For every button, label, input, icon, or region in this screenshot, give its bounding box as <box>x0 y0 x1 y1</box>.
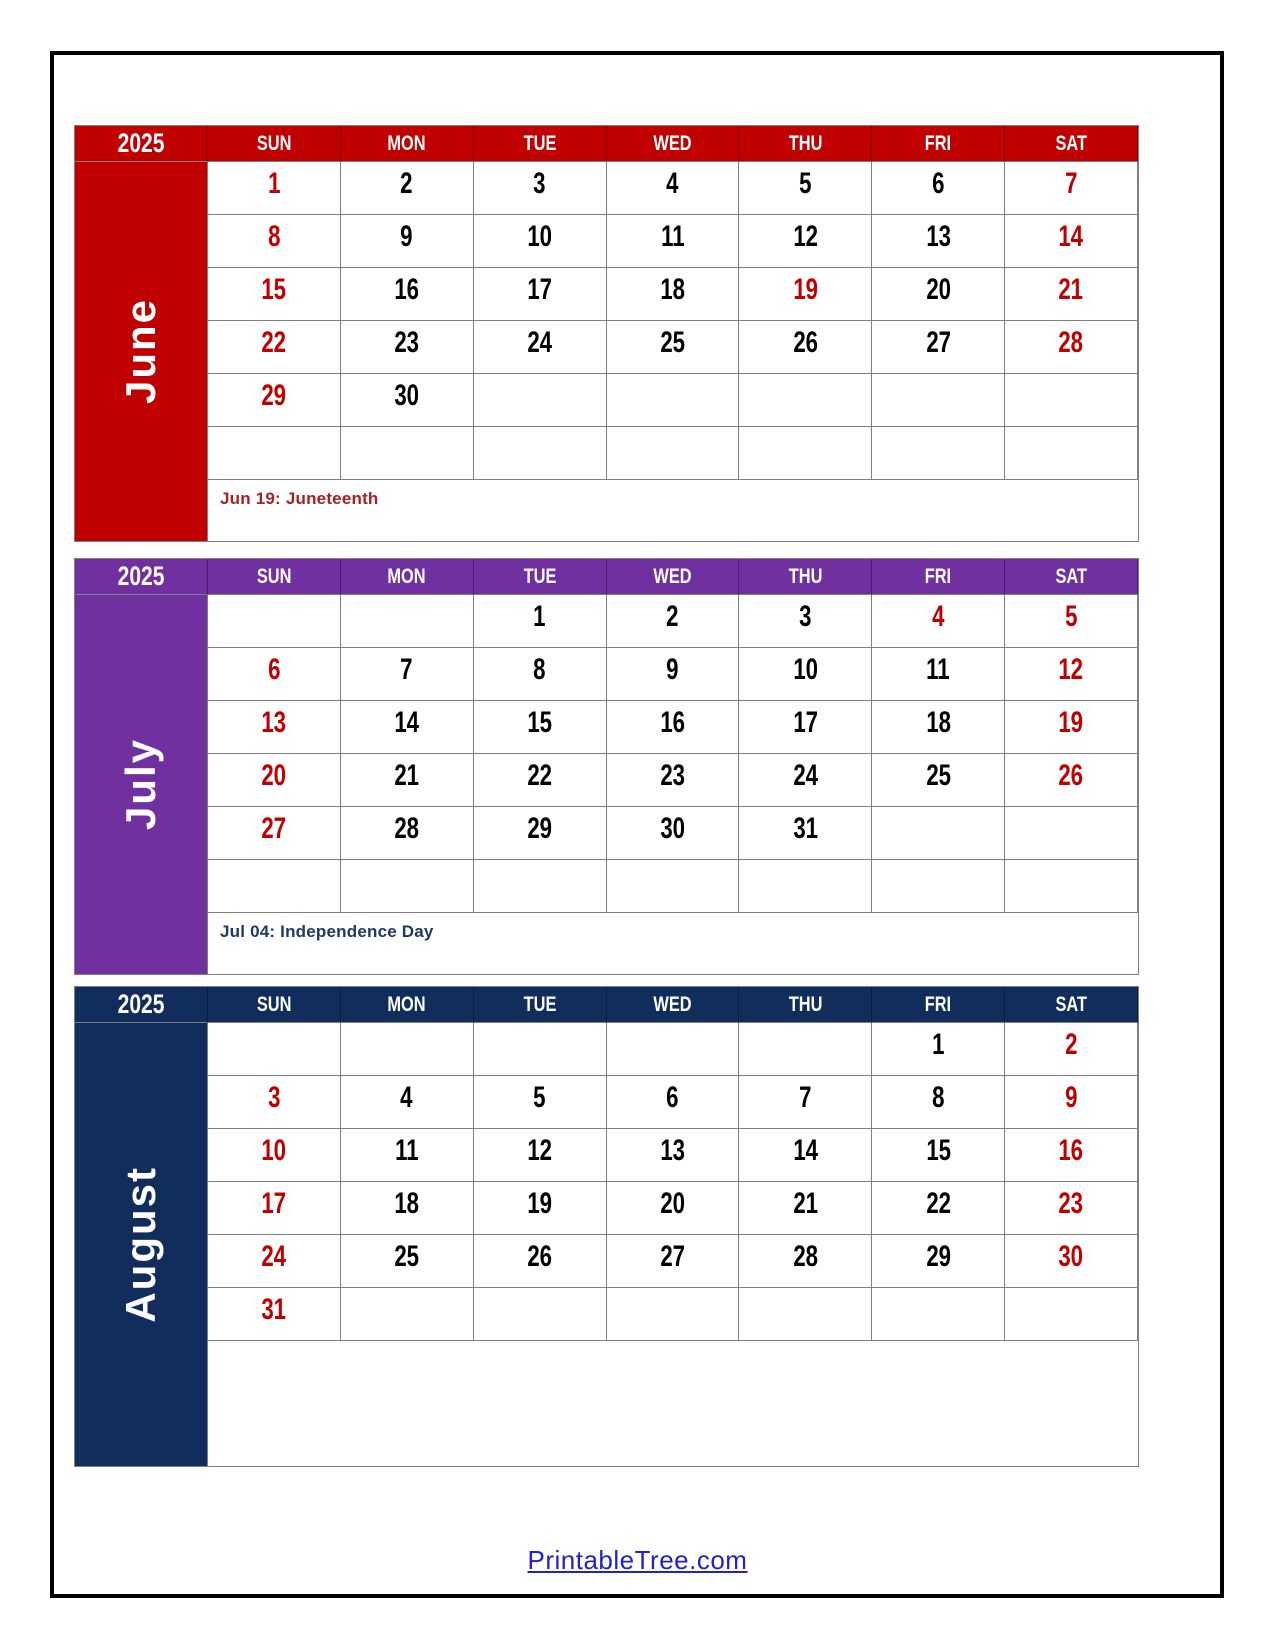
date-cell <box>1005 268 1138 321</box>
weekday-header <box>208 559 341 595</box>
date-number: 18 <box>660 273 685 306</box>
date-cell <box>474 268 607 321</box>
weekday-label: SAT <box>1055 564 1087 588</box>
date-cell <box>607 1129 740 1182</box>
date-cell <box>341 321 474 374</box>
date-cell <box>341 1182 474 1235</box>
date-cell <box>474 1129 607 1182</box>
date-number: 4 <box>400 1081 413 1114</box>
date-number: 2 <box>666 600 679 633</box>
date-number: 10 <box>792 653 818 686</box>
date-cell <box>607 268 740 321</box>
date-cell-empty <box>474 860 607 913</box>
date-number: 23 <box>1058 1187 1084 1220</box>
date-number: 27 <box>660 1240 685 1273</box>
date-number: 18 <box>925 706 951 739</box>
date-cell <box>872 1023 1005 1076</box>
date-number: 15 <box>925 1134 951 1167</box>
date-number: 10 <box>261 1134 287 1167</box>
date-number: 26 <box>527 1240 552 1273</box>
weekday-header <box>739 559 872 595</box>
date-cell-empty <box>872 427 1005 480</box>
year-label <box>75 987 208 1023</box>
weekday-label: SUN <box>256 564 292 588</box>
date-cell-empty <box>208 595 341 648</box>
date-number: 22 <box>925 1187 951 1220</box>
date-number: 8 <box>932 1081 945 1114</box>
date-number: 7 <box>1064 167 1078 200</box>
weekday-header <box>607 126 740 162</box>
date-cell <box>739 1182 872 1235</box>
date-number: 16 <box>660 706 685 739</box>
date-cell-empty <box>474 1023 607 1076</box>
date-number: 2 <box>1064 1028 1078 1061</box>
weekday-label: SUN <box>256 992 292 1016</box>
date-number: 28 <box>394 812 420 845</box>
weekday-label: WED <box>653 992 692 1016</box>
date-number: 13 <box>925 220 951 253</box>
date-number: 4 <box>932 600 945 633</box>
date-cell-empty <box>341 595 474 648</box>
date-cell <box>474 162 607 215</box>
date-cell <box>872 754 1005 807</box>
footer-link[interactable]: PrintableTree.com <box>527 1545 748 1575</box>
weekday-label: MON <box>387 564 426 588</box>
date-number: 24 <box>527 326 552 359</box>
weekday-label: SAT <box>1055 131 1087 155</box>
date-cell <box>607 1235 740 1288</box>
date-cell <box>208 1235 341 1288</box>
date-number: 1 <box>533 600 546 633</box>
date-number: 6 <box>932 167 945 200</box>
date-cell-empty <box>872 374 1005 427</box>
date-number: 26 <box>1058 759 1084 792</box>
date-cell <box>341 1235 474 1288</box>
date-number: 17 <box>261 1187 287 1220</box>
date-cell <box>341 374 474 427</box>
date-number: 29 <box>925 1240 951 1273</box>
date-cell <box>208 1076 341 1129</box>
date-cell <box>739 321 872 374</box>
date-number: 3 <box>799 600 812 633</box>
date-cell <box>474 701 607 754</box>
year-text: 2025 <box>117 128 165 158</box>
date-number: 3 <box>267 1081 281 1114</box>
date-cell-empty <box>1005 1288 1138 1341</box>
date-cell-empty <box>739 860 872 913</box>
date-cell <box>872 648 1005 701</box>
date-number: 28 <box>1058 326 1084 359</box>
date-cell <box>341 1076 474 1129</box>
date-cell <box>474 807 607 860</box>
date-number: 21 <box>394 759 420 792</box>
date-cell <box>1005 648 1138 701</box>
date-number: 19 <box>1058 706 1084 739</box>
date-cell <box>739 648 872 701</box>
date-cell <box>208 321 341 374</box>
weekday-label: WED <box>653 564 692 588</box>
date-number: 7 <box>799 1081 812 1114</box>
date-number: 20 <box>660 1187 685 1220</box>
date-cell <box>872 1129 1005 1182</box>
date-cell-empty <box>607 427 740 480</box>
date-cell <box>872 268 1005 321</box>
date-cell <box>208 754 341 807</box>
weekday-header <box>739 126 872 162</box>
date-cell <box>208 1129 341 1182</box>
weekday-header <box>341 126 474 162</box>
date-number: 31 <box>261 1293 287 1326</box>
weekday-label: THU <box>788 564 823 588</box>
weekday-header <box>872 987 1005 1023</box>
date-cell <box>607 595 740 648</box>
weekday-header <box>341 987 474 1023</box>
date-number: 9 <box>1064 1081 1078 1114</box>
weekday-header <box>474 559 607 595</box>
date-number: 25 <box>394 1240 420 1273</box>
date-cell <box>341 162 474 215</box>
weekday-label: WED <box>653 131 692 155</box>
date-number: 5 <box>799 167 812 200</box>
date-cell <box>607 754 740 807</box>
date-number: 22 <box>527 759 552 792</box>
date-number: 19 <box>792 273 818 306</box>
date-cell <box>474 1076 607 1129</box>
year-label <box>75 559 208 595</box>
weekday-label: FRI <box>925 992 952 1016</box>
date-number: 11 <box>926 653 950 686</box>
date-cell <box>341 268 474 321</box>
date-cell-empty <box>208 860 341 913</box>
date-number: 9 <box>400 220 413 253</box>
date-cell-empty <box>1005 374 1138 427</box>
date-number: 22 <box>261 326 287 359</box>
date-number: 12 <box>527 1134 552 1167</box>
date-cell <box>872 215 1005 268</box>
date-cell <box>739 162 872 215</box>
date-cell <box>607 701 740 754</box>
weekday-header <box>872 559 1005 595</box>
calendar-august <box>74 986 1139 1467</box>
weekday-header <box>1005 559 1138 595</box>
date-cell <box>1005 1023 1138 1076</box>
date-number: 15 <box>261 273 287 306</box>
weekday-label: MON <box>387 131 426 155</box>
date-number: 11 <box>395 1134 419 1167</box>
month-band <box>75 595 208 974</box>
calendar-june <box>74 125 1139 542</box>
weekday-label: TUE <box>523 131 557 155</box>
weekday-header <box>474 126 607 162</box>
date-number: 20 <box>925 273 951 306</box>
date-cell-empty <box>739 1023 872 1076</box>
calendar-july <box>74 558 1139 975</box>
date-cell <box>341 701 474 754</box>
date-cell-empty <box>739 1288 872 1341</box>
date-cell-empty <box>1005 807 1138 860</box>
date-cell-empty <box>739 427 872 480</box>
date-number: 24 <box>261 1240 287 1273</box>
date-number: 29 <box>261 379 287 412</box>
date-number: 14 <box>792 1134 818 1167</box>
footer <box>0 1545 1275 1576</box>
date-number: 28 <box>792 1240 818 1273</box>
date-number: 16 <box>394 273 420 306</box>
date-number: 21 <box>792 1187 818 1220</box>
date-number: 31 <box>792 812 818 845</box>
date-number: 21 <box>1058 273 1084 306</box>
date-cell-empty <box>341 427 474 480</box>
date-cell-empty <box>607 1288 740 1341</box>
date-cell-empty <box>474 1288 607 1341</box>
date-cell <box>474 321 607 374</box>
date-number: 15 <box>527 706 552 739</box>
date-number: 20 <box>261 759 287 792</box>
date-cell <box>607 162 740 215</box>
year-label <box>75 126 208 162</box>
date-number: 6 <box>267 653 281 686</box>
date-number: 27 <box>925 326 951 359</box>
date-cell <box>607 648 740 701</box>
date-cell <box>872 701 1005 754</box>
date-number: 30 <box>660 812 685 845</box>
date-cell-empty <box>208 1023 341 1076</box>
date-cell <box>208 268 341 321</box>
date-cell <box>208 1288 341 1341</box>
date-cell <box>607 215 740 268</box>
date-cell-empty <box>1005 860 1138 913</box>
date-cell <box>1005 1235 1138 1288</box>
weekday-header <box>607 559 740 595</box>
month-name: July <box>117 738 164 831</box>
date-cell <box>1005 595 1138 648</box>
weekday-label: SUN <box>256 131 292 155</box>
date-cell <box>341 754 474 807</box>
holiday-note: Jul 04: Independence Day <box>220 922 434 941</box>
date-number: 18 <box>394 1187 420 1220</box>
date-number: 8 <box>267 220 281 253</box>
date-cell <box>1005 1182 1138 1235</box>
date-cell-empty <box>872 860 1005 913</box>
weekday-header <box>607 987 740 1023</box>
date-number: 17 <box>527 273 552 306</box>
year-text: 2025 <box>117 989 165 1019</box>
weekday-label: THU <box>788 992 823 1016</box>
date-number: 17 <box>792 706 818 739</box>
date-number: 19 <box>527 1187 552 1220</box>
month-band <box>75 1023 208 1466</box>
date-cell-empty <box>208 427 341 480</box>
date-cell <box>474 754 607 807</box>
date-cell <box>607 321 740 374</box>
date-cell <box>341 648 474 701</box>
date-number: 7 <box>400 653 413 686</box>
date-number: 14 <box>1058 220 1084 253</box>
weekday-label: FRI <box>925 131 952 155</box>
date-cell <box>739 268 872 321</box>
date-cell-empty <box>872 807 1005 860</box>
date-number: 5 <box>1064 600 1078 633</box>
date-cell <box>739 1129 872 1182</box>
weekday-label: THU <box>788 131 823 155</box>
date-cell <box>607 807 740 860</box>
date-cell <box>739 1235 872 1288</box>
date-number: 13 <box>261 706 287 739</box>
month-name: August <box>117 1166 164 1323</box>
date-number: 27 <box>261 812 287 845</box>
date-cell-empty <box>607 374 740 427</box>
date-number: 23 <box>394 326 420 359</box>
date-number: 1 <box>267 167 281 200</box>
weekday-label: MON <box>387 992 426 1016</box>
date-cell-empty <box>341 1288 474 1341</box>
date-cell <box>208 701 341 754</box>
weekday-header <box>739 987 872 1023</box>
weekday-label: SAT <box>1055 992 1087 1016</box>
date-number: 4 <box>666 167 679 200</box>
date-number: 10 <box>527 220 552 253</box>
date-cell <box>341 807 474 860</box>
date-cell <box>474 1235 607 1288</box>
date-cell <box>872 595 1005 648</box>
date-cell <box>739 807 872 860</box>
date-number: 14 <box>394 706 420 739</box>
date-cell <box>208 1182 341 1235</box>
date-number: 11 <box>660 220 685 253</box>
date-number: 26 <box>792 326 818 359</box>
date-number: 25 <box>660 326 685 359</box>
date-cell <box>872 162 1005 215</box>
weekday-header <box>208 126 341 162</box>
date-cell-empty <box>607 860 740 913</box>
date-cell <box>1005 162 1138 215</box>
date-number: 29 <box>527 812 552 845</box>
weekday-label: FRI <box>925 564 952 588</box>
date-cell <box>1005 701 1138 754</box>
date-number: 6 <box>666 1081 679 1114</box>
date-cell <box>1005 215 1138 268</box>
date-cell <box>739 1076 872 1129</box>
date-cell <box>607 1076 740 1129</box>
date-cell-empty <box>872 1288 1005 1341</box>
date-cell <box>1005 754 1138 807</box>
date-number: 30 <box>1058 1240 1084 1273</box>
date-number: 12 <box>792 220 818 253</box>
weekday-label: TUE <box>523 564 557 588</box>
date-cell <box>739 215 872 268</box>
year-text: 2025 <box>117 561 165 591</box>
month-band <box>75 162 208 541</box>
date-cell-empty <box>607 1023 740 1076</box>
weekday-header <box>1005 987 1138 1023</box>
date-number: 1 <box>932 1028 945 1061</box>
date-number: 3 <box>533 167 546 200</box>
date-cell <box>208 162 341 215</box>
date-cell <box>872 1182 1005 1235</box>
date-cell-empty <box>1005 427 1138 480</box>
weekday-header <box>208 987 341 1023</box>
date-number: 24 <box>792 759 818 792</box>
date-cell <box>474 648 607 701</box>
date-cell <box>474 1182 607 1235</box>
date-cell <box>208 648 341 701</box>
date-cell <box>739 701 872 754</box>
weekday-header <box>341 559 474 595</box>
date-cell <box>341 215 474 268</box>
weekday-header <box>474 987 607 1023</box>
date-cell <box>872 321 1005 374</box>
date-cell <box>1005 1076 1138 1129</box>
date-cell <box>341 1129 474 1182</box>
date-cell <box>1005 321 1138 374</box>
date-cell <box>474 595 607 648</box>
date-cell-empty <box>474 427 607 480</box>
date-cell-empty <box>474 374 607 427</box>
date-number: 2 <box>400 167 413 200</box>
date-cell-empty <box>739 374 872 427</box>
date-cell-empty <box>341 1023 474 1076</box>
date-cell <box>872 1235 1005 1288</box>
weekday-label: TUE <box>523 992 557 1016</box>
date-cell <box>208 374 341 427</box>
holiday-note: Jun 19: Juneteenth <box>220 489 379 508</box>
date-number: 25 <box>925 759 951 792</box>
date-cell <box>872 1076 1005 1129</box>
date-cell <box>607 1182 740 1235</box>
date-number: 13 <box>660 1134 685 1167</box>
weekday-header <box>1005 126 1138 162</box>
date-number: 5 <box>533 1081 546 1114</box>
date-number: 8 <box>533 653 546 686</box>
date-number: 30 <box>394 379 420 412</box>
date-cell <box>208 215 341 268</box>
date-number: 23 <box>660 759 685 792</box>
date-number: 12 <box>1058 653 1084 686</box>
date-number: 16 <box>1058 1134 1084 1167</box>
date-cell <box>208 807 341 860</box>
date-cell-empty <box>341 860 474 913</box>
date-number: 9 <box>666 653 679 686</box>
date-cell <box>1005 1129 1138 1182</box>
holiday-note <box>208 1341 1138 1466</box>
weekday-header <box>872 126 1005 162</box>
date-cell <box>474 215 607 268</box>
month-name: June <box>117 298 164 405</box>
date-cell <box>739 754 872 807</box>
date-cell <box>739 595 872 648</box>
